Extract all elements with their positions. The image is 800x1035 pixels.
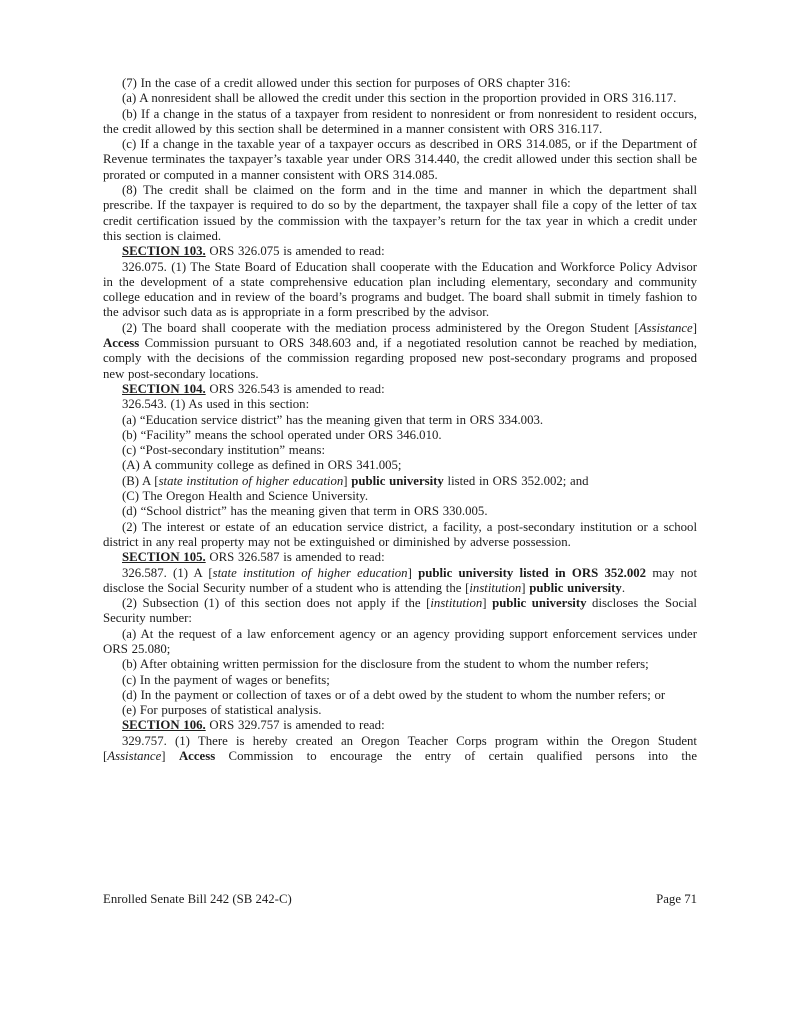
text-run: (C) The Oregon Health and Science University. — [122, 489, 369, 504]
paragraph — [103, 321, 697, 382]
paragraph — [103, 627, 697, 658]
text-run: ] — [407, 565, 419, 580]
inserted-text: public university listed in ORS 352.002 — [418, 565, 647, 580]
deleted-text: Assistance — [107, 749, 162, 764]
text-run: (2) Subsection (1) of this section does not apply if the [ — [122, 596, 431, 611]
text-run: ] — [482, 596, 493, 611]
paragraph — [103, 550, 697, 565]
text-run: ] — [692, 320, 697, 335]
text-run: 329.757. (1) There is hereby created an Oregon Teacher Corps program within the Oregon Student [ — [103, 733, 697, 764]
text-run: (a) “Education service district” has the meaning given that term in ORS 334.003. — [122, 412, 544, 427]
text-run: (B) A [ — [122, 473, 159, 488]
deleted-text: Assistance — [638, 320, 693, 335]
page-footer — [103, 892, 697, 907]
paragraph — [103, 657, 697, 672]
text-run: Commission to encourage the entry of certain qualified persons into the — [215, 749, 697, 764]
text-run: ] — [521, 580, 530, 595]
text-run: (b) “Facility” means the school operated under ORS 346.010. — [122, 427, 442, 442]
text-run: (c) “Post-secondary institution” means: — [122, 443, 326, 458]
paragraph — [103, 397, 697, 412]
section-heading: SECTION 104. — [122, 381, 206, 396]
paragraph — [103, 443, 697, 458]
text-run: (a) At the request of a law enforcement agency or an agency providing support enforcement services under ORS 25.080; — [103, 626, 697, 656]
paragraph — [103, 489, 697, 504]
paragraph — [103, 673, 697, 688]
text-run: ] — [343, 473, 352, 488]
section-heading: SECTION 103. — [122, 244, 206, 259]
paragraph — [103, 504, 697, 519]
paragraph — [103, 137, 697, 183]
text-run: (7) In the case of a credit allowed under this section for purposes of ORS chapter 316: — [122, 76, 571, 90]
paragraph — [103, 703, 697, 718]
text-run: may not disclose the Social Security number of a student who is attending the [ — [103, 565, 697, 595]
text-run: (e) For purposes of statistical analysis. — [122, 703, 322, 718]
section-heading: SECTION 106. — [122, 718, 206, 733]
footer-page-number: Page 71 — [656, 892, 697, 906]
text-run: . — [621, 580, 626, 595]
text-run: ORS 329.757 is amended to read: — [205, 718, 385, 733]
text-run: Commission pursuant to ORS 348.603 and, if a negotiated resolution cannot be reached by mediation, comply with the decisions of the commission regarding proposed new post-secondary programs and proposed new post-secondary locations. — [103, 336, 697, 381]
deleted-text: institution — [430, 596, 483, 611]
paragraph — [103, 596, 697, 627]
paragraph — [103, 382, 697, 397]
text-run: (c) If a change in the taxable year of a taxpayer occurs as described in ORS 314.085, or if the Department of Revenue terminates the taxpayer’s taxable year under ORS 314.440, the credit allowed under this section shall be prorated or computed in a manner consistent with ORS 314.085. — [103, 137, 697, 182]
paragraph — [103, 91, 697, 106]
inserted-text: Access — [178, 749, 216, 764]
text-run: (a) A nonresident shall be allowed the credit under this section in the proportion provided in ORS 316.117. — [122, 91, 677, 106]
text-run: (b) If a change in the status of a taxpayer from resident to nonresident or from nonresident to resident occurs, the credit allowed by this section shall be determined in a manner consistent with ORS 316.117. — [103, 106, 697, 136]
text-run: (A) A community college as defined in ORS 341.005; — [122, 458, 402, 473]
text-run: 326.075. (1) The State Board of Education shall cooperate with the Education and Workforce Policy Advisor in the development of a state comprehensive education plan including elementary, secondary and community college education and in review of the board’s programs and budget. The board shall submit in timely fashion to the advisor such data as is appropriate in a form prescribed by the advisor. — [103, 259, 697, 320]
paragraph — [103, 520, 697, 551]
deleted-text: state institution of higher education — [158, 473, 344, 488]
text-run: (c) In the payment of wages or benefits; — [122, 672, 330, 687]
text-run: (2) The board shall cooperate with the mediation process administered by the Oregon Student [ — [122, 320, 639, 335]
paragraph — [103, 474, 697, 489]
inserted-text: public university — [529, 580, 622, 595]
text-run: (8) The credit shall be claimed on the form and in the time and manner in which the department shall prescribe. If the taxpayer is required to do so by the department, the taxpayer shall file a copy of the letter of tax credit certification issued by the commission with the taxpayer’s return for the tax year in which a credit under this section is claimed. — [103, 183, 697, 243]
text-run: (2) The interest or estate of an education service district, a facility, a post-secondary institution or a school district in any real property may not be extinguished or diminished by adverse possession. — [103, 519, 697, 549]
paragraph — [103, 428, 697, 443]
text-run: ] — [161, 749, 179, 764]
paragraph — [103, 566, 697, 597]
text-run: ORS 326.587 is amended to read: — [205, 550, 385, 565]
paragraph — [103, 76, 697, 91]
inserted-text: Access — [103, 336, 140, 351]
paragraph — [103, 458, 697, 473]
text-run: (b) After obtaining written permission for the disclosure from the student to whom the number refers; — [122, 657, 649, 672]
inserted-text: public university — [351, 473, 444, 488]
text-run: ORS 326.543 is amended to read: — [205, 381, 385, 396]
text-run: 326.543. (1) As used in this section: — [122, 397, 310, 412]
paragraph — [103, 244, 697, 259]
paragraph — [103, 413, 697, 428]
document-body — [103, 76, 697, 764]
inserted-text: public university — [492, 596, 587, 611]
paragraph — [103, 718, 697, 733]
deleted-text: institution — [469, 580, 522, 595]
paragraph — [103, 688, 697, 703]
paragraph — [103, 183, 697, 244]
paragraph — [103, 107, 697, 138]
footer-document-title: Enrolled Senate Bill 242 (SB 242-C) — [103, 892, 292, 906]
text-run: (d) “School district” has the meaning given that term in ORS 330.005. — [122, 504, 488, 519]
section-heading: SECTION 105. — [122, 550, 206, 565]
paragraph — [103, 734, 697, 765]
text-run: discloses the Social Security number: — [103, 596, 697, 626]
text-run: listed in ORS 352.002; and — [443, 473, 589, 488]
text-run: (d) In the payment or collection of taxes or of a debt owed by the student to whom the number refers; or — [122, 687, 666, 702]
text-run: 326.587. (1) A [ — [122, 565, 213, 580]
text-run: ORS 326.075 is amended to read: — [205, 244, 385, 259]
deleted-text: state institution of higher education — [212, 565, 408, 580]
paragraph — [103, 260, 697, 321]
